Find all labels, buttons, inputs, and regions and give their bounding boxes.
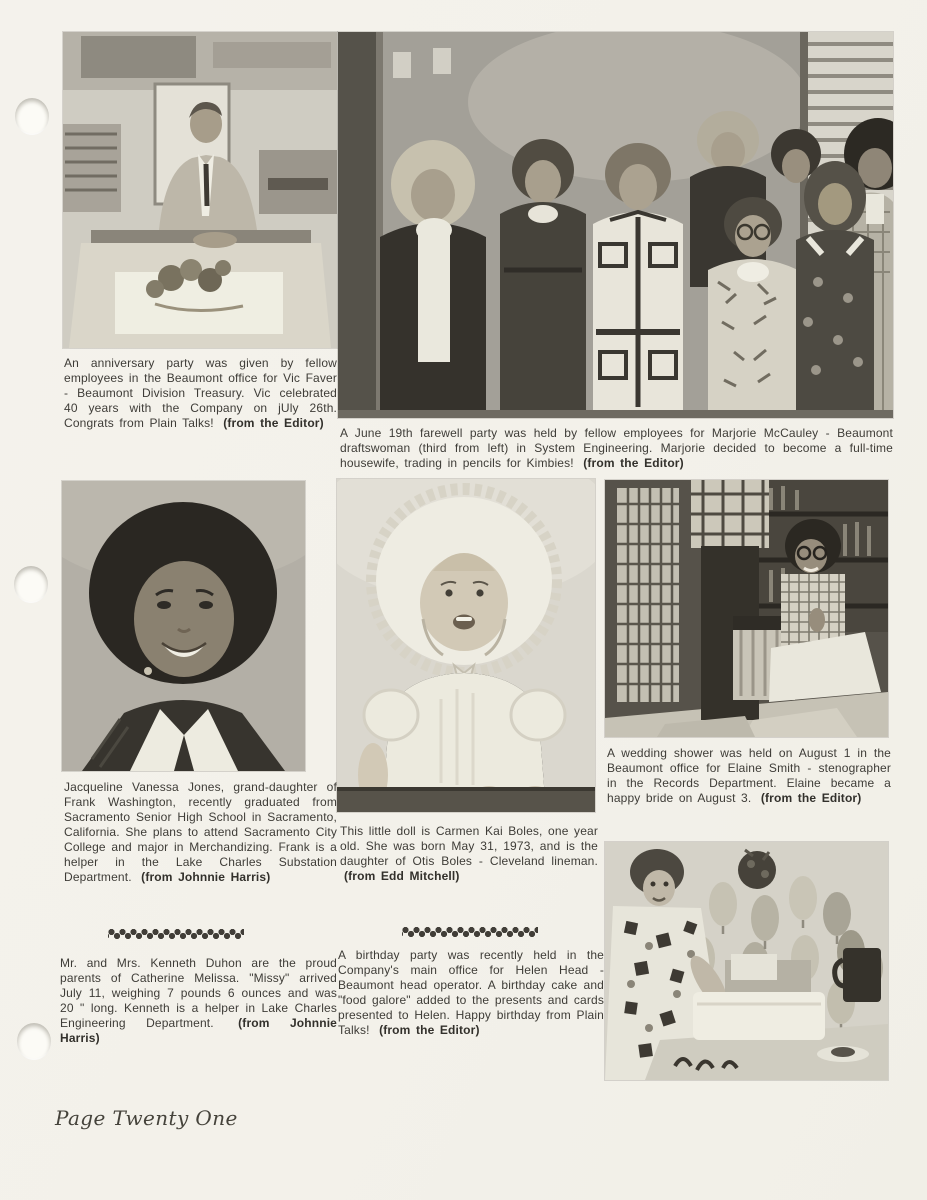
photo-vic-faver-anniversary	[63, 32, 337, 348]
photo-wedding-shower	[605, 480, 888, 737]
news-item-helen-head-text: A birthday party was recently held in the Company's main office for Helen Head - Beaumont head operator. A birthday cake and "food galore" added to the presents and cards presented to Helen. Happy birthday from Plain Talks!	[338, 948, 604, 1037]
squiggle-divider-center	[402, 926, 538, 938]
caption-wedding-shower-text: A wedding shower was held on August 1 in the Beaumont office for Elaine Smith - stenographer in the Records Department. Elaine became a happy bride on August 3.	[607, 746, 891, 805]
photo-carmen-boles	[337, 479, 595, 812]
caption-carmen	[340, 824, 598, 884]
news-item-helen-head-credit: (from the Editor)	[379, 1023, 480, 1037]
caption-farewell-group-credit: (from the Editor)	[583, 456, 684, 470]
caption-carmen-text: This little doll is Carmen Kai Boles, one year old. She was born May 31, 1973, and is the daughter of Otis Boles - Cleveland lineman.	[340, 824, 598, 868]
caption-farewell-group	[340, 426, 893, 471]
hole-punch-middle	[14, 566, 48, 603]
caption-vic-faver-credit: (from the Editor)	[223, 416, 324, 430]
photo-jacqueline-jones	[62, 481, 305, 771]
news-item-helen-head	[338, 948, 604, 1038]
news-item-duhon-text: Mr. and Mrs. Kenneth Duhon are the proud parents of Catherine Melissa. "Missy" arrived July 11, weighing 7 pounds 6 ounces and was 20 " long. Kenneth is a helper in Lake Charles Engineering Department.	[60, 956, 337, 1030]
caption-wedding-shower	[607, 746, 891, 806]
caption-vic-faver-text: An anniversary party was given by fellow employees in the Beaumont office for Vic Faver - Beaumont Division Treasury. Vic celebrated 40 years with the Company on jUly 26th. Congrats from Plain Talks!	[64, 356, 337, 430]
caption-carmen-credit: (from Edd Mitchell)	[344, 869, 460, 883]
caption-wedding-shower-credit: (from the Editor)	[760, 791, 862, 805]
hole-punch-top	[15, 98, 49, 135]
news-item-duhon	[60, 956, 337, 1046]
photo-helen-head-birthday	[605, 842, 888, 1080]
photo-farewell-group	[338, 32, 893, 418]
news-item-duhon-credit: (from Johnnie Harris)	[60, 1016, 338, 1045]
caption-jacqueline	[64, 780, 337, 885]
caption-vic-faver	[64, 356, 337, 431]
squiggle-divider-left	[108, 928, 244, 940]
hole-punch-bottom	[17, 1023, 51, 1060]
caption-farewell-group-text: A June 19th farewell party was held by fellow employees for Marjorie McCauley - Beaumont draftswoman (third from left) in System Engineering. Marjorie decided to become a full-time housewife, trading in pencils for Kimbies!	[340, 426, 893, 470]
caption-jacqueline-credit: (from Johnnie Harris)	[141, 870, 271, 884]
caption-jacqueline-text: Jacqueline Vanessa Jones, grand-daughter of Frank Washington, recently graduated from Sacramento Senior High School in Sacramento, California. She plans to attend Sacramento City College and major in Merchandizing. Frank is a helper in the Lake Charles Substation Department.	[64, 780, 337, 884]
page-number: Page Twenty One	[55, 1106, 238, 1130]
